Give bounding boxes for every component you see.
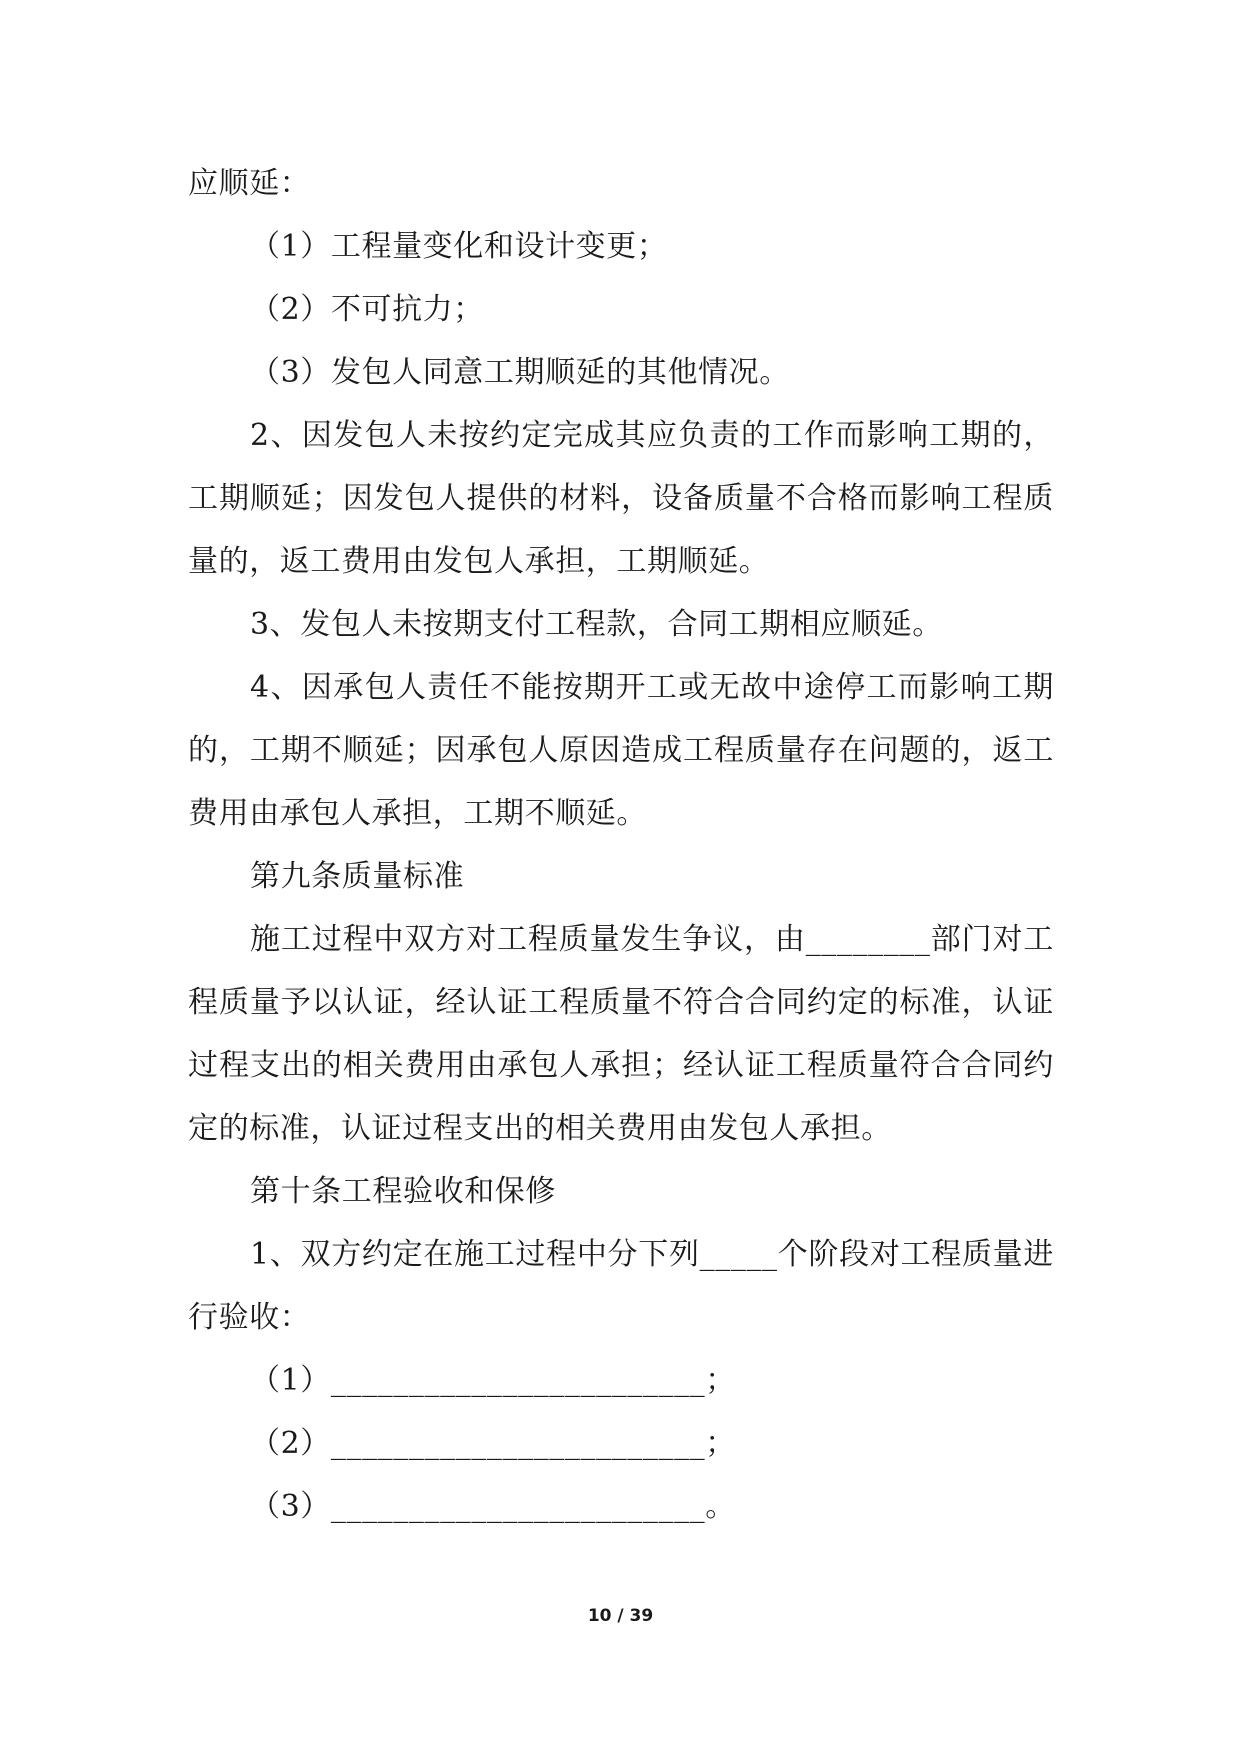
paragraph: 应顺延： — [188, 166, 311, 201]
document-body — [188, 152, 1054, 1538]
paragraph: 3、发包人未按期支付工程款，合同工期相应顺延。 — [250, 607, 943, 642]
paragraph: 1、双方约定在施工过程中分下列_____个阶段对工程质量进行验收： — [188, 1237, 1054, 1335]
paragraph: （2）不可抗力； — [250, 292, 484, 327]
paragraph: 第十条工程验收和保修 — [250, 1174, 556, 1209]
paragraph: （2）________________________； — [250, 1426, 736, 1461]
paragraph: 2、因发包人未按约定完成其应负责的工作而影响工期的，工期顺延；因发包人提供的材料，设备质量不合格而影响工程质量的，返工费用由发包人承担，工期顺延。 — [188, 418, 1054, 579]
paragraph: 第九条质量标准 — [250, 859, 465, 894]
paragraph: （3）发包人同意工期顺延的其他情况。 — [250, 355, 790, 390]
paragraph: （1）________________________； — [250, 1363, 736, 1398]
paragraph: 施工过程中双方对工程质量发生争议，由________部门对工程质量予以认证，经认证工程质量不符合合同约定的标准，认证过程支出的相关费用由承包人承担；经认证工程质量符合合同约定的标准，认证过程支出的相关费用由发包人承担。 — [188, 922, 1054, 1146]
paragraph: （3）________________________。 — [250, 1489, 736, 1524]
paragraph: 4、因承包人责任不能按期开工或无故中途停工而影响工期的，工期不顺延；因承包人原因造成工程质量存在问题的，返工费用由承包人承担，工期不顺延。 — [188, 670, 1054, 831]
page-number: 10 / 39 — [587, 1606, 654, 1626]
paragraph: （1）工程量变化和设计变更； — [250, 229, 668, 264]
